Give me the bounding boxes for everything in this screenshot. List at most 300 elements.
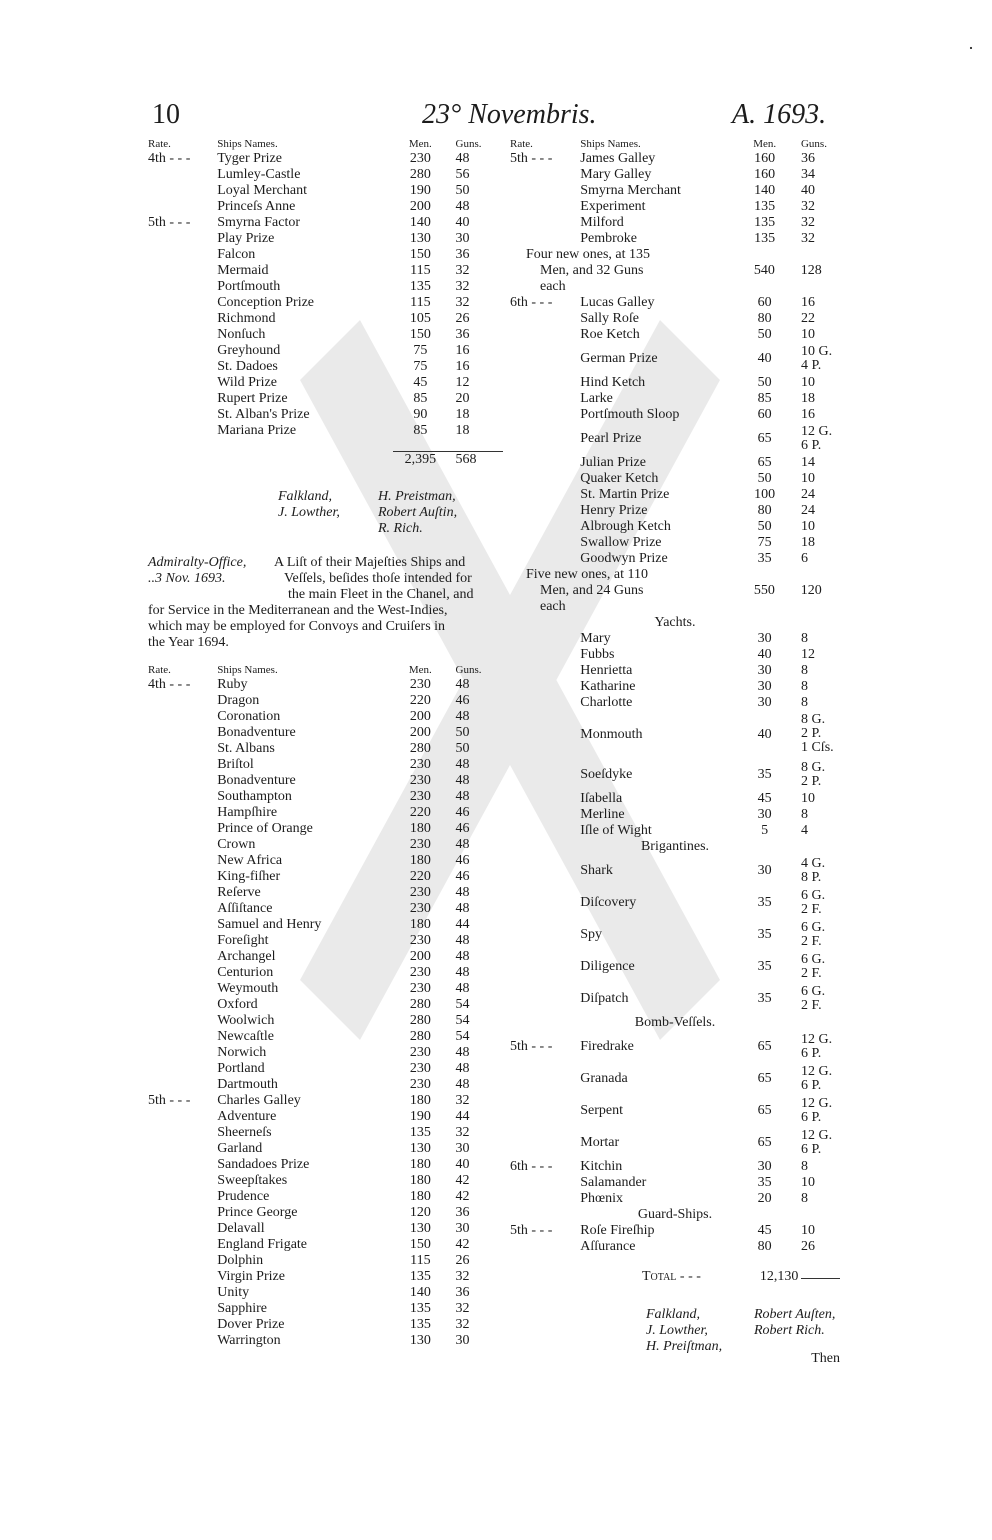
ship-name: Centurion	[217, 965, 274, 980]
guns-stack	[793, 423, 840, 455]
rate-cell	[148, 1221, 217, 1237]
guns-cell: 32	[455, 295, 470, 310]
men-cell: 40	[757, 647, 772, 662]
spacer	[510, 1255, 840, 1269]
guns-cell: 36	[455, 1205, 470, 1220]
men-cell: 230	[409, 773, 431, 788]
men-cell: 540	[753, 263, 775, 278]
signer-left	[148, 521, 378, 537]
rate-cell	[148, 1301, 217, 1317]
rate-cell	[148, 741, 217, 757]
rate-cell	[510, 919, 580, 951]
table-row	[510, 343, 840, 375]
ship-name: St. Alban's Prize	[217, 407, 310, 422]
ship-name: Dolphin	[217, 1253, 264, 1268]
ship-name: King-fiſher	[217, 869, 281, 884]
left-signatures	[148, 489, 503, 537]
men-cell: 30	[757, 1159, 772, 1174]
new-ships-line-3: each	[540, 599, 566, 614]
ship-name: Dover Prize	[217, 1317, 285, 1332]
ship-name: Wild Prize	[217, 375, 277, 390]
table-row	[148, 805, 503, 821]
ship-name: Foreſight	[217, 933, 269, 948]
table-row	[148, 853, 503, 869]
rate-cell	[510, 407, 580, 423]
table-row	[148, 1205, 503, 1221]
rate-cell	[510, 887, 580, 919]
rate-cell	[510, 1095, 580, 1127]
table-row	[510, 1239, 840, 1255]
ship-name: Dragon	[217, 693, 260, 708]
ship-name: Swallow Prize	[580, 535, 662, 550]
col-men-header: Men.	[408, 664, 432, 676]
rate-cell	[510, 663, 580, 679]
ship-name: Sheerneſs	[217, 1125, 272, 1140]
signature-line	[148, 489, 503, 505]
ship-name: Mortar	[580, 1135, 620, 1150]
men-cell: 280	[409, 997, 431, 1012]
total-row	[510, 1269, 840, 1285]
rate-cell	[510, 167, 580, 183]
rate-cell	[510, 679, 580, 695]
signature-line	[510, 1323, 840, 1339]
men-cell: 135	[754, 199, 776, 214]
rate-cell	[148, 1157, 217, 1173]
total-men: 2,395	[393, 451, 447, 467]
signer-right: Robert Auſten,	[754, 1307, 836, 1322]
new-ships-entry	[510, 247, 840, 295]
signer-left: H. Preiſtman,	[646, 1339, 723, 1354]
guns-cell: 54	[455, 1013, 470, 1028]
guns-cell: 48	[455, 901, 470, 916]
guns-cell: 30	[455, 1141, 470, 1156]
men-cell: 90	[413, 407, 428, 422]
rate-cell	[148, 183, 217, 199]
ship-name: Firedrake	[580, 1039, 634, 1054]
ship-name: Prince of Orange	[217, 821, 313, 836]
guns-stack	[793, 1031, 840, 1063]
ship-name: Charles Galley	[217, 1093, 301, 1108]
men-cell: 105	[409, 311, 431, 326]
guns-part: 6 G.	[800, 984, 826, 999]
men-cell: 60	[757, 407, 772, 422]
guns-cell: 40	[455, 215, 470, 230]
guns-cell: 32	[455, 1301, 470, 1316]
men-cell: 65	[757, 1039, 772, 1054]
men-cell: 180	[409, 1157, 431, 1172]
rate-cell	[510, 551, 580, 567]
men-cell: 230	[409, 885, 431, 900]
ship-name: Roe Ketch	[580, 327, 640, 342]
men-cell: 150	[409, 1237, 431, 1252]
ship-name: Hind Ketch	[580, 375, 646, 390]
guns-cell: 10	[800, 1223, 815, 1238]
table-row	[510, 1191, 840, 1207]
men-cell: 65	[757, 1135, 772, 1150]
table-row	[148, 1237, 503, 1253]
guns-cell: 56	[455, 167, 470, 182]
table-row	[510, 1095, 840, 1127]
guns-cell: 48	[455, 151, 470, 166]
col-rate-header: Rate.	[148, 664, 171, 676]
signer-left: Falkland,	[278, 489, 333, 504]
ship-name: Loyal Merchant	[217, 183, 307, 198]
rate-cell	[510, 535, 580, 551]
col-men-header: Men.	[408, 138, 432, 150]
ship-name: Charlotte	[580, 695, 633, 710]
men-cell: 75	[413, 359, 428, 374]
table-row	[510, 487, 840, 503]
guns-cell: 10	[800, 375, 815, 390]
new-ships-line-2: Men, and 32 Guns	[540, 263, 644, 278]
men-cell: 150	[409, 327, 431, 342]
table-row	[148, 215, 503, 231]
ship-name: James Galley	[580, 151, 656, 166]
table-row	[510, 887, 840, 919]
ship-name: Smyrna Factor	[217, 215, 301, 230]
table-row	[148, 167, 503, 183]
right-table	[510, 151, 840, 1367]
guns-cell: 24	[800, 487, 815, 502]
notice-line-2: Veſſels, beſides thoſe intended for	[284, 571, 472, 586]
ship-name: Briſtol	[217, 757, 254, 772]
notice	[148, 555, 503, 651]
table-row	[148, 1253, 503, 1269]
signer-left: Falkland,	[646, 1307, 701, 1322]
rate-cell	[510, 215, 580, 231]
ship-name: Portland	[217, 1061, 265, 1076]
table-row	[510, 1127, 840, 1159]
guns-part: 2 F.	[800, 966, 822, 981]
ship-name: Norwich	[217, 1045, 267, 1060]
table-row	[148, 1125, 503, 1141]
table-row	[148, 1189, 503, 1205]
guns-cell: 20	[455, 391, 470, 406]
ship-name: Bonadventure	[217, 773, 296, 788]
guns-cell: 26	[455, 311, 470, 326]
ship-name: Smyrna Merchant	[580, 183, 681, 198]
ship-name: Serpent	[580, 1103, 624, 1118]
guns-cell: 18	[800, 535, 815, 550]
guns-cell: 22	[800, 311, 815, 326]
ship-name: Delavall	[217, 1221, 265, 1236]
rate-cell	[510, 1063, 580, 1095]
men-cell: 180	[409, 1173, 431, 1188]
ship-name: Pembroke	[580, 231, 638, 246]
guns-cell: 14	[800, 455, 815, 470]
rate-cell	[510, 487, 580, 503]
rate-cell	[148, 1109, 217, 1125]
guns-cell: 44	[455, 917, 470, 932]
ship-name: Richmond	[217, 311, 276, 326]
ship-name: Mary Galley	[580, 167, 652, 182]
ship-name: Virgin Prize	[217, 1269, 285, 1284]
notice-head	[266, 555, 503, 587]
ship-name: Unity	[217, 1285, 250, 1300]
rate-cell	[148, 423, 217, 439]
spacer	[148, 439, 503, 451]
guns-cell: 36	[800, 151, 815, 166]
ship-name: Katharine	[580, 679, 636, 694]
guns-cell: 48	[455, 933, 470, 948]
table-row	[510, 423, 840, 455]
table-row	[510, 471, 840, 487]
ship-name: Prudence	[217, 1189, 270, 1204]
men-cell: 220	[409, 693, 431, 708]
ship-name: Bonadventure	[217, 725, 296, 740]
ship-name: Lumley-Castle	[217, 167, 301, 182]
total-guns: 568	[448, 451, 503, 467]
rate-cell	[148, 949, 217, 965]
rate-cell	[148, 231, 217, 247]
men-cell: 115	[410, 263, 431, 278]
table-row	[148, 407, 503, 423]
guns-part: 6 P.	[800, 438, 822, 453]
table-row	[148, 933, 503, 949]
table-row	[148, 1301, 503, 1317]
ship-name: Weymouth	[217, 981, 279, 996]
table-row	[510, 407, 840, 423]
col-men-header: Men.	[753, 138, 777, 150]
rate-cell	[510, 855, 580, 887]
rate-cell	[148, 885, 217, 901]
ship-name: Rupert Prize	[217, 391, 288, 406]
table-row	[148, 1173, 503, 1189]
guns-cell: 44	[455, 1109, 470, 1124]
guns-cell: 8	[800, 631, 808, 646]
guns-cell: 10	[800, 1175, 815, 1190]
rate-cell	[148, 375, 217, 391]
guns-cell: 50	[455, 183, 470, 198]
men-cell: 280	[409, 1029, 431, 1044]
page-title: 23° Novembris.	[422, 99, 597, 130]
ship-name: St. Dadoes	[217, 359, 278, 374]
rate-cell	[148, 311, 217, 327]
men-cell: 30	[757, 807, 772, 822]
ship-name: St. Albans	[217, 741, 275, 756]
men-cell: 35	[757, 767, 772, 782]
table-row	[148, 199, 503, 215]
rate-cell	[510, 391, 580, 407]
table-row	[148, 295, 503, 311]
rate-cell	[510, 423, 580, 455]
guns-part: 6 P.	[800, 1142, 822, 1157]
table-row	[148, 869, 503, 885]
signer-left: J. Lowther,	[646, 1323, 708, 1338]
col-guns-header: Guns.	[800, 138, 827, 150]
ship-name: Milford	[580, 215, 624, 230]
men-cell: 135	[409, 1269, 431, 1284]
rate-cell	[148, 901, 217, 917]
men-cell: 230	[409, 981, 431, 996]
rate-cell	[148, 1237, 217, 1253]
guns-part: 6 G.	[800, 888, 826, 903]
rate-cell	[148, 391, 217, 407]
section-yachts: Yachts.	[654, 615, 696, 630]
guns-cell: 16	[800, 295, 815, 310]
men-cell: 200	[409, 949, 431, 964]
table-row	[148, 359, 503, 375]
col-names-header: Ships Names.	[217, 664, 278, 676]
table-row	[148, 311, 503, 327]
men-cell: 65	[757, 455, 772, 470]
guns-cell: 16	[800, 407, 815, 422]
ship-name: Lucas Galley	[580, 295, 655, 310]
men-cell: 80	[757, 503, 772, 518]
table-row	[510, 1223, 840, 1239]
signature-line	[148, 505, 503, 521]
rate-cell	[148, 1173, 217, 1189]
men-cell: 180	[409, 1093, 431, 1108]
men-cell: 50	[757, 519, 772, 534]
men-cell: 160	[754, 167, 776, 182]
table-row	[510, 1063, 840, 1095]
men-cell: 130	[409, 1141, 431, 1156]
ship-name: Sandadoes Prize	[217, 1157, 310, 1172]
rate-cell	[148, 1013, 217, 1029]
ship-name: Dartmouth	[217, 1077, 278, 1092]
ship-name: Coronation	[217, 709, 281, 724]
guns-part: 8 P.	[800, 870, 822, 885]
table-row	[510, 519, 840, 535]
table-row	[510, 679, 840, 695]
guns-cell: 48	[455, 965, 470, 980]
men-cell: 50	[757, 375, 772, 390]
rate-cell: 5th - - -	[148, 215, 191, 230]
guns-cell: 8	[800, 663, 808, 678]
table-row	[510, 327, 840, 343]
rate-cell	[510, 1239, 580, 1255]
table-row	[510, 391, 840, 407]
table-row	[148, 1093, 503, 1109]
ship-name: Greyhound	[217, 343, 281, 358]
section-brigantines: Brigantines.	[640, 839, 710, 854]
men-cell: 35	[757, 551, 772, 566]
guns-cell: 46	[455, 821, 470, 836]
ship-name: Iſabella	[580, 791, 623, 806]
guns-part: 8 G.	[800, 760, 826, 775]
table-row	[510, 455, 840, 471]
ship-name: Pearl Prize	[580, 431, 642, 446]
men-cell: 85	[757, 391, 772, 406]
table-row	[148, 151, 503, 167]
guns-stack	[793, 711, 840, 759]
ship-name: Sally Roſe	[580, 311, 639, 326]
table-row	[148, 901, 503, 917]
men-cell: 75	[757, 535, 772, 550]
guns-cell: 50	[455, 725, 470, 740]
table-row	[510, 919, 840, 951]
men-cell: 20	[757, 1191, 772, 1206]
rate-cell	[148, 933, 217, 949]
col-rate-header: Rate.	[510, 138, 533, 150]
rate-cell: 4th - - -	[148, 677, 191, 692]
table-row	[148, 693, 503, 709]
left-top-header	[148, 137, 503, 151]
guns-cell: 10	[800, 519, 815, 534]
rate-cell	[148, 167, 217, 183]
guns-cell: 40	[455, 1157, 470, 1172]
rate-cell	[510, 1127, 580, 1159]
rate-cell	[148, 773, 217, 789]
notice-line-1: A Liſt of their Majeſties Ships and	[274, 555, 466, 570]
right-column	[510, 137, 840, 1367]
guns-cell: 26	[800, 1239, 815, 1254]
left-bottom-header	[148, 663, 503, 677]
guns-cell: 32	[800, 199, 815, 214]
rate-cell	[510, 471, 580, 487]
rate-cell	[148, 1125, 217, 1141]
guns-cell: 18	[800, 391, 815, 406]
new-ships-text	[510, 247, 736, 295]
rate-cell	[510, 519, 580, 535]
guns-cell: 18	[455, 423, 470, 438]
guns-part: 6 P.	[800, 1110, 822, 1125]
ship-name: Mary	[580, 631, 611, 646]
new-ships-line-1: Four new ones, at 135	[526, 247, 651, 262]
ship-name: Albrough Ketch	[580, 519, 671, 534]
men-cell: 35	[757, 927, 772, 942]
left-top-total-row	[148, 451, 503, 467]
new-ships-entry	[510, 567, 840, 615]
notice-line-3: the main Fleet in the Chanel, and	[288, 587, 474, 602]
table-row	[510, 791, 840, 807]
guns-part: 6 P.	[800, 1078, 822, 1093]
table-row	[148, 247, 503, 263]
table-row	[510, 183, 840, 199]
ship-name: Mermaid	[217, 263, 269, 278]
table-row	[510, 695, 840, 711]
guns-cell: 12	[800, 647, 815, 662]
ship-name: Shark	[580, 863, 613, 878]
men-cell: 30	[757, 695, 772, 710]
table-row	[148, 343, 503, 359]
table-row	[510, 231, 840, 247]
guns-cell: 24	[800, 503, 815, 518]
rate-cell	[510, 823, 580, 839]
table-row	[510, 1159, 840, 1175]
rate-cell: 4th - - -	[148, 151, 191, 166]
col-guns-header: Guns.	[455, 138, 482, 150]
guns-cell: 32	[455, 1125, 470, 1140]
rate-cell	[148, 757, 217, 773]
ship-name: Merline	[580, 807, 625, 822]
men-cell: 75	[413, 343, 428, 358]
page-year: A. 1693.	[732, 99, 827, 130]
table-row	[148, 757, 503, 773]
table-row	[148, 1285, 503, 1301]
men-cell: 40	[757, 727, 772, 742]
guns-cell: 42	[455, 1189, 470, 1204]
table-row	[148, 423, 503, 439]
ship-name: Nonſuch	[217, 327, 266, 342]
guns-cell: 32	[455, 1317, 470, 1332]
rate-cell	[510, 1175, 580, 1191]
page-number: 10	[152, 99, 180, 130]
men-cell: 180	[409, 821, 431, 836]
rate-cell	[510, 343, 580, 375]
guns-cell: 48	[455, 981, 470, 996]
men-cell: 200	[409, 709, 431, 724]
men-cell: 280	[409, 167, 431, 182]
ship-name: Reſerve	[217, 885, 261, 900]
guns-cell: 10	[800, 471, 815, 486]
table-row	[148, 327, 503, 343]
men-cell: 140	[409, 215, 431, 230]
rate-cell	[510, 983, 580, 1015]
table-row	[510, 295, 840, 311]
men-cell: 135	[409, 1301, 431, 1316]
